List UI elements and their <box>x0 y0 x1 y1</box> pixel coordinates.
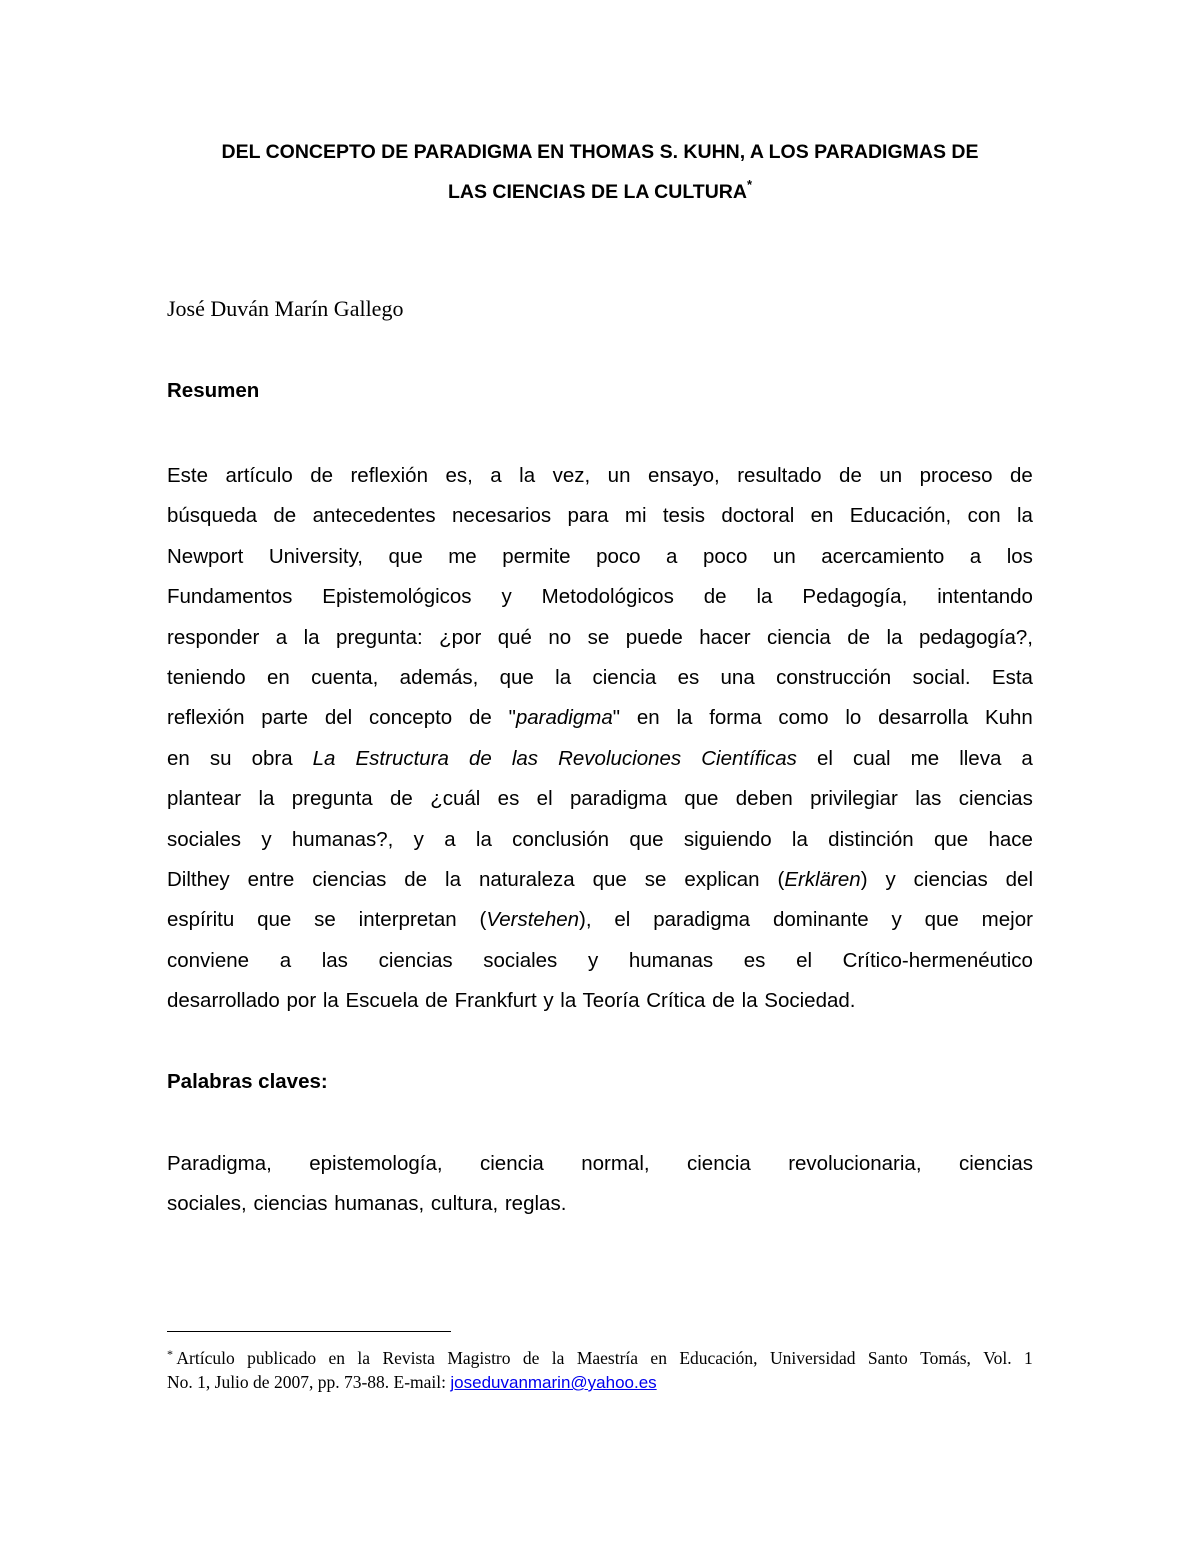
word: vez, <box>552 464 591 487</box>
word: hace <box>988 827 1033 851</box>
word: en <box>167 746 190 770</box>
word: de <box>703 585 727 609</box>
word: Educación, <box>849 504 952 528</box>
abstract-line <box>167 779 1033 819</box>
word: es, <box>445 464 473 487</box>
abstract-line <box>167 618 1033 658</box>
word: Científicas <box>701 746 797 770</box>
word: ciencia <box>592 666 657 689</box>
word: Newport <box>167 544 244 568</box>
footnote-word: Universidad <box>769 1348 856 1368</box>
word: artículo <box>225 464 293 487</box>
word: la <box>886 625 903 649</box>
abstract-line <box>167 820 1033 860</box>
word: además, <box>399 666 479 689</box>
word: ciencias <box>958 787 1033 811</box>
word: hacer <box>699 625 751 649</box>
word: de <box>839 464 862 487</box>
word: se <box>587 625 610 649</box>
word: ) <box>860 868 868 891</box>
footnote-email-link[interactable]: joseduvanmarin@yahoo.es <box>450 1373 657 1392</box>
word: humanas <box>628 948 714 972</box>
word: y <box>891 908 902 932</box>
word: un <box>772 544 796 568</box>
word: privilegiar <box>810 787 898 811</box>
abstract-heading: Resumen <box>167 379 260 402</box>
word: Revoluciones <box>558 746 682 770</box>
keywords-line-2: sociales, ciencias humanas, cultura, reglas. <box>167 1192 567 1215</box>
footnote-word: Artículo <box>176 1348 235 1368</box>
word: que <box>924 908 959 932</box>
abstract-last-line: desarrollado por la Escuela de Frankfurt y la Teoría Crítica de la Sociedad. <box>167 989 856 1012</box>
title-line-2 <box>160 172 1040 212</box>
word: y <box>501 585 512 609</box>
word: la <box>445 868 461 891</box>
word: a <box>490 464 502 487</box>
word: en <box>636 706 660 730</box>
footnote-word: Magistro <box>447 1348 511 1368</box>
word: como <box>778 706 829 730</box>
word: ciencias <box>958 1152 1033 1175</box>
word: del <box>1005 868 1033 891</box>
word: ( <box>479 908 487 932</box>
word: revolucionaria, <box>788 1152 922 1175</box>
word: no <box>548 625 572 649</box>
word: University, <box>268 544 364 568</box>
word: epistemología, <box>309 1152 443 1175</box>
word: que <box>499 666 534 689</box>
word: tesis <box>662 504 706 528</box>
word: interpretan <box>358 908 457 932</box>
footnote-line-1-content <box>167 1346 1033 1370</box>
word: que <box>629 827 664 851</box>
word: Metodológicos <box>541 585 674 609</box>
word: a <box>1021 746 1033 770</box>
word-group <box>480 900 592 940</box>
word: desarrolla <box>878 706 969 730</box>
word: del <box>324 706 353 730</box>
word: espíritu <box>167 908 235 932</box>
footnote-line-2 <box>167 1370 1033 1395</box>
word: ciencias <box>378 948 453 972</box>
word: a <box>666 544 678 568</box>
word: naturaleza <box>478 868 575 891</box>
word: y <box>261 827 272 851</box>
word: concepto <box>368 706 453 730</box>
word: teniendo <box>167 666 246 689</box>
word: cuenta, <box>311 666 379 689</box>
word: obra <box>251 746 293 770</box>
word: Erklären <box>784 868 861 891</box>
word: la <box>555 666 572 689</box>
footnote-word: de <box>522 1348 540 1368</box>
word: para <box>567 504 609 528</box>
word: ciencias <box>312 868 387 891</box>
word: de <box>847 625 871 649</box>
word: normal, <box>581 1152 650 1175</box>
word: de <box>468 706 492 730</box>
word: paradigma <box>569 787 667 811</box>
word: la <box>756 585 773 609</box>
word: lo <box>845 706 862 730</box>
word: las <box>511 746 539 770</box>
word: en <box>810 504 834 528</box>
word: resultado <box>737 464 822 487</box>
word: la <box>1016 504 1033 528</box>
abstract-line <box>167 456 1033 496</box>
word: humanas?, <box>291 827 394 851</box>
word: entre <box>247 868 295 891</box>
title-line-2-text: LAS CIENCIAS DE LA CULTURA <box>447 181 747 203</box>
word: a <box>969 544 982 568</box>
abstract-line <box>167 941 1033 981</box>
word: de <box>404 868 428 891</box>
footnote-word: Educación, <box>679 1348 758 1368</box>
keywords-heading: Palabras claves: <box>167 1070 328 1093</box>
word: poco <box>702 544 748 568</box>
word: pregunta: <box>336 625 423 649</box>
word: que <box>592 868 627 891</box>
word: con <box>967 504 1001 528</box>
word: Verstehen <box>486 908 580 932</box>
footnote-marker: * <box>167 1347 173 1361</box>
word: la <box>475 827 492 851</box>
word: las <box>915 787 942 811</box>
author-name: José Duván Marín Gallego <box>167 296 404 321</box>
word: a <box>275 625 288 649</box>
word: " <box>508 706 516 730</box>
footnote-word: Maestría <box>576 1348 639 1368</box>
word: deben <box>735 787 793 811</box>
word: un <box>607 464 631 487</box>
word: Kuhn <box>984 706 1033 730</box>
abstract-line <box>167 900 1033 940</box>
word: social. <box>912 666 971 689</box>
word: sociales <box>483 948 558 972</box>
word: que <box>684 787 719 811</box>
word: Pedagogía, <box>802 585 908 609</box>
word: una <box>720 666 755 689</box>
word: construcción <box>776 666 892 689</box>
word: acercamiento <box>821 544 945 568</box>
word: ensayo, <box>647 464 720 487</box>
footnote-word: Revista <box>382 1348 435 1368</box>
footnote-word: publicado <box>247 1348 317 1368</box>
word: que <box>257 908 292 932</box>
word-group <box>509 698 620 738</box>
word: paradigma <box>515 706 613 730</box>
word: de <box>468 746 492 770</box>
word: me <box>910 746 940 770</box>
word: reflexión <box>350 464 428 487</box>
word: las <box>321 948 348 972</box>
title-footnote-marker: * <box>746 177 753 192</box>
word: explican <box>684 868 760 891</box>
word: el <box>796 948 813 972</box>
word: un <box>879 464 903 487</box>
word: me <box>448 544 477 568</box>
word: doctoral <box>721 504 795 528</box>
abstract-line <box>167 739 1033 779</box>
word: plantear <box>167 787 242 811</box>
word: el <box>536 787 553 811</box>
word: responder <box>167 625 260 649</box>
word: la <box>258 787 275 811</box>
word: los <box>1006 544 1033 568</box>
footnote-word: en <box>650 1348 667 1368</box>
word: mejor <box>981 908 1033 932</box>
word: " <box>612 706 621 730</box>
word: el <box>816 746 833 770</box>
word: es <box>497 787 520 811</box>
word: y <box>413 827 424 851</box>
word: siguiendo <box>683 827 772 851</box>
footnote-word: la <box>357 1348 371 1368</box>
word: a <box>444 827 456 851</box>
word: qué <box>497 625 532 649</box>
word: de <box>310 464 334 487</box>
footnote-word: Santo <box>867 1348 908 1368</box>
word: mi <box>624 504 647 528</box>
word: en <box>266 666 290 689</box>
word: la <box>676 706 693 730</box>
word: que <box>388 544 423 568</box>
word: Estructura <box>355 746 449 770</box>
word: de <box>1010 464 1033 487</box>
word: parte <box>261 706 309 730</box>
word: reflexión <box>167 706 245 730</box>
word: Fundamentos <box>167 585 293 609</box>
word: se <box>644 868 667 891</box>
word: y <box>587 948 599 972</box>
word: distinción <box>828 827 914 851</box>
footnote-word: Tomás, <box>920 1348 971 1368</box>
footnote-word: 1 <box>1024 1348 1033 1368</box>
word: ciencia <box>766 625 831 649</box>
word: su <box>209 746 232 770</box>
word: necesarios <box>452 504 552 528</box>
word: Crítico-hermenéutico <box>842 948 1033 972</box>
word: La <box>312 746 336 770</box>
word: Epistemológicos <box>322 585 472 609</box>
word: la <box>303 625 320 649</box>
word: ciencia <box>480 1152 544 1175</box>
word: Dilthey <box>167 868 230 891</box>
word: la <box>791 827 808 851</box>
word: se <box>314 908 336 932</box>
word: que <box>933 827 969 851</box>
keywords-line-1 <box>167 1144 1033 1184</box>
word: Este <box>167 464 209 487</box>
word: ciencia <box>686 1152 751 1175</box>
footnote-word: la <box>551 1348 565 1368</box>
word: puede <box>625 625 683 649</box>
word: y <box>885 868 896 891</box>
word: antecedentes <box>312 504 436 528</box>
abstract-line <box>167 537 1033 577</box>
word: sociales <box>167 827 242 851</box>
footnote-separator <box>167 1331 451 1332</box>
abstract-line <box>167 658 1033 698</box>
word-group <box>778 860 868 900</box>
word: búsqueda <box>167 504 258 528</box>
abstract-line <box>167 698 1033 738</box>
word: dominante <box>772 908 869 932</box>
word: conviene <box>167 948 250 972</box>
word: lleva <box>959 746 1002 770</box>
word: de <box>390 787 413 811</box>
word: la <box>519 464 536 487</box>
word: paradigma <box>653 908 751 932</box>
word: poco <box>596 544 641 568</box>
word: Paradigma, <box>167 1152 272 1175</box>
footnote-line-2-text: No. 1, Julio de 2007, pp. 73-88. E-mail: <box>167 1372 451 1392</box>
word: ), <box>579 908 592 932</box>
word: es <box>677 666 700 689</box>
title-line-1: DEL CONCEPTO DE PARADIGMA EN THOMAS S. KUHN, A LOS PARADIGMAS DE <box>221 141 979 163</box>
word: ¿por <box>439 625 482 649</box>
word: Esta <box>991 666 1033 689</box>
word: pedagogía?, <box>918 625 1033 649</box>
word: forma <box>709 706 762 730</box>
word: el <box>614 908 631 932</box>
abstract-line <box>167 577 1033 617</box>
word: es <box>743 948 766 972</box>
word: ciencias <box>913 868 988 891</box>
footnote-word: Vol. <box>983 1348 1012 1368</box>
word: de <box>273 504 297 528</box>
word: pregunta <box>291 787 373 811</box>
footnote-word: en <box>328 1348 346 1368</box>
abstract-line <box>167 860 1033 900</box>
word: cual <box>853 746 891 770</box>
word: a <box>279 948 292 972</box>
word: proceso <box>919 464 993 487</box>
word: conclusión <box>512 827 610 851</box>
abstract-line <box>167 496 1033 536</box>
word: intentando <box>937 585 1033 609</box>
word: ( <box>777 868 785 891</box>
word: permite <box>502 544 571 568</box>
footnote-line-1 <box>167 1346 1033 1370</box>
footnote-first-word <box>167 1346 235 1370</box>
word: ¿cuál <box>430 787 481 811</box>
